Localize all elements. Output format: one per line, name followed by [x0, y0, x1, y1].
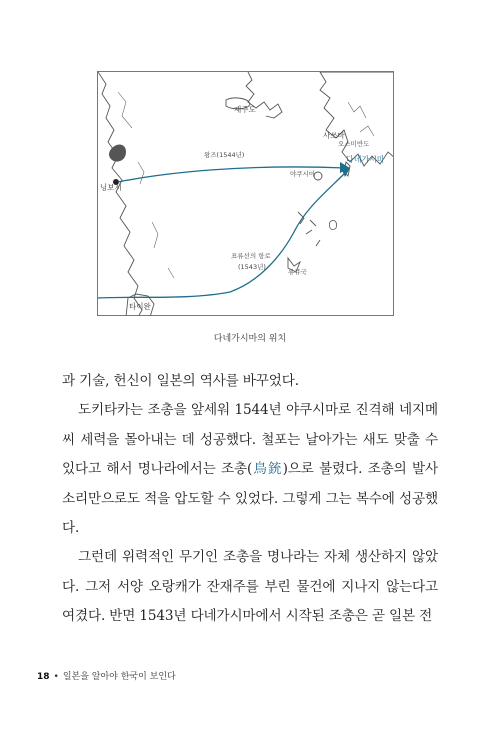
- map-label-jeju: 제주도: [234, 105, 256, 114]
- paragraph-2-text-a: 도키타카는 조총을 앞세워 1544년 야쿠시마로 진격해 네지메씨 세력을 몰아내는 데 성공했다. 철포는 날아가는 새도 맞출 수 있다고 해서 명나라에서는 조총(: [62, 402, 438, 478]
- paragraph-2: [62, 396, 438, 543]
- map-label-satsuma: 사쓰마: [323, 131, 345, 140]
- page-number: 18: [37, 672, 50, 682]
- map-label-drift-year: (1543년): [238, 263, 266, 271]
- paragraph-3: 그런데 위력적인 무기인 조총을 명나라는 자체 생산하지 않았다. 그저 서양 오랑캐가 잔재주를 부린 물건에 지나지 않는다고 여겼다. 반면 1543년 다네가시마에서 시작된 조총은 곧 일본 전: [62, 549, 438, 625]
- paragraph-2-text-b: )으로 불렸다. 조총의 발사 소리만으로도 적을 압도할 수 있었다. 그렇게 그는 복수에 성공했다.: [62, 461, 438, 537]
- map-label-tanegashima: 다네가시마: [346, 155, 385, 164]
- paragraph-1: 과 기술, 헌신이 일본의 역사를 바꾸었다.: [62, 373, 299, 389]
- ryukyu-islands: [288, 212, 320, 272]
- map-label-ningbo: 닝보시: [100, 183, 122, 192]
- china-coastline: [98, 72, 142, 316]
- map-label-ryukyu: 류큐국: [288, 268, 307, 276]
- map-figure: [97, 71, 394, 316]
- map-label-taiwan: 타이완: [129, 302, 151, 311]
- map-label-drift-route: 표류선의 항로: [231, 252, 271, 260]
- hanja-jochong: 鳥銃: [252, 461, 283, 478]
- body-text: [62, 367, 438, 632]
- yakushima-island: [314, 172, 322, 180]
- map-label-osumi: 오스미반도: [338, 140, 370, 148]
- drift-route-line: [98, 172, 346, 298]
- page-footer: [37, 669, 176, 682]
- map-label-wang-route: 왕즈(1544년): [204, 151, 245, 159]
- bullet-dot-icon: •: [53, 672, 59, 682]
- figure-caption: 다네가시마의 위치: [213, 334, 287, 344]
- book-title: 일본을 알아야 한국이 보인다: [62, 672, 176, 682]
- kyushu-coastline: [320, 72, 394, 166]
- map-label-yakushima: 야쿠시마: [290, 170, 316, 178]
